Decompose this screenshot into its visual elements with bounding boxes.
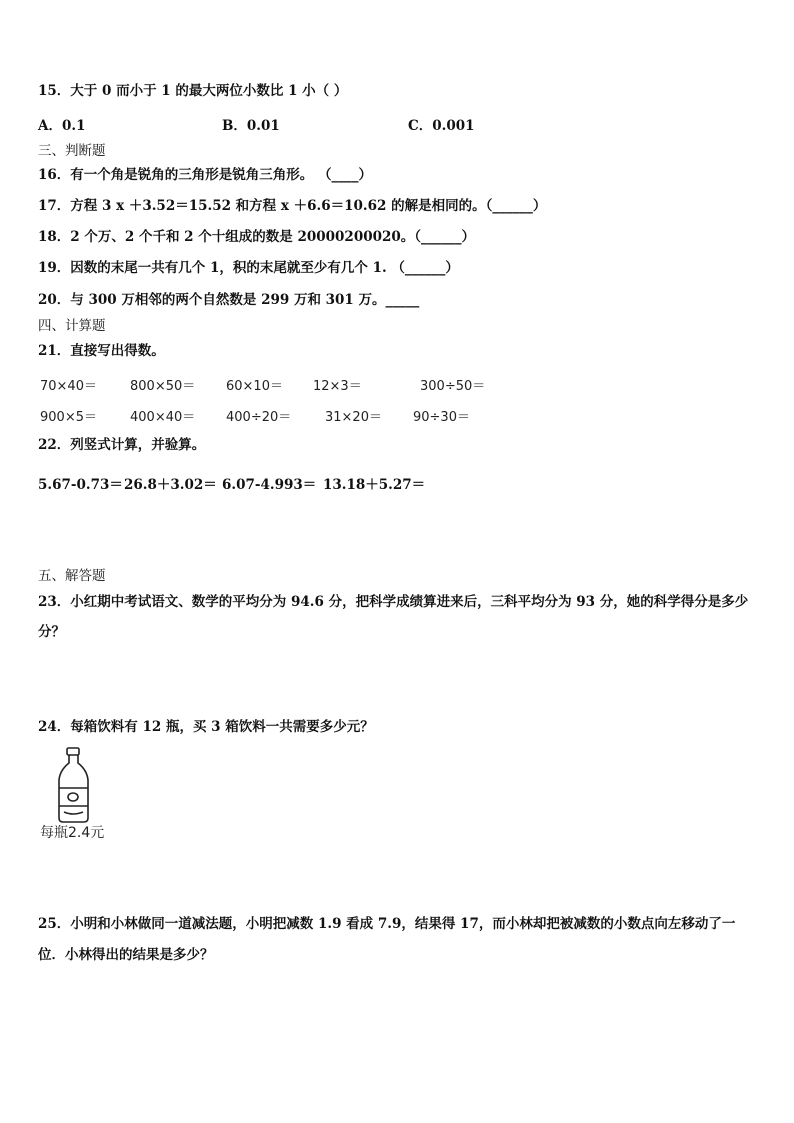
q20-stem: 20．与 300 万相邻的两个自然数是 299 万和 301 万。_____ (38, 292, 420, 308)
q22-item: 13.18＋5.27＝ (323, 477, 426, 493)
q22-item: 6.07-4.993＝ (222, 477, 317, 493)
q21-row2-item: 31×20＝ (325, 410, 382, 425)
q15-option-c: C．0.001 (408, 118, 475, 134)
q21-row2-item: 900×5＝ (40, 410, 97, 425)
q25-line1: 25．小明和小林做同一道减法题，小明把减数 1.9 看成 7.9，结果得 17，而小林却把被减数的小数点向左移动了一 (38, 916, 736, 932)
q21-row2-item: 400×40＝ (130, 410, 196, 425)
q19-stem: 19．因数的末尾一共有几个 1，积的末尾就至少有几个 1. （______） (38, 260, 459, 276)
q21-row2-item: 400÷20＝ (226, 410, 292, 425)
q17-stem: 17．方程 3 x ＋3.52＝15.52 和方程 x ＋6.6＝10.62 的解是相同的。（______） (38, 198, 547, 214)
q22-item: 5.67-0.73＝ (38, 477, 123, 493)
q15-option-a: A．0.1 (38, 118, 86, 134)
q25-line2: 位．小林得出的结果是多少？ (38, 947, 214, 963)
q24-stem: 24．每箱饮料有 12 瓶，买 3 箱饮料一共需要多少元？ (38, 719, 374, 735)
section-title-word-problems: 五、解答题 (38, 568, 106, 584)
bottle-price-caption: 每瓶2.4元 (40, 825, 105, 841)
q22-item: 26.8＋3.02＝ (124, 477, 217, 493)
q21-row1-item: 70×40＝ (40, 379, 97, 394)
q16-stem: 16．有一个角是锐角的三角形是锐角三角形。 （____） (38, 167, 372, 183)
q21-row1-item: 60×10＝ (226, 379, 283, 394)
q21-row1-item: 800×50＝ (130, 379, 196, 394)
q23-line2: 分？ (38, 624, 65, 640)
q21-row1-item: 300÷50＝ (420, 379, 486, 394)
q21-stem: 21．直接写出得数。 (38, 343, 165, 359)
section-title-calculation: 四、计算题 (38, 318, 106, 334)
q21-row1-item: 12×3＝ (313, 379, 362, 394)
section-title-judgement: 三、判断题 (38, 143, 106, 159)
q21-row2-item: 90÷30＝ (413, 410, 470, 425)
q18-stem: 18．2 个万、2 个千和 2 个十组成的数是 20000200020。（______） (38, 229, 476, 245)
q15-option-b: B．0.01 (222, 118, 280, 134)
q22-stem: 22．列竖式计算，并验算。 (38, 437, 206, 453)
q23-line1: 23．小红期中考试语文、数学的平均分为 94.6 分，把科学成绩算进来后，三科平均分为 93 分，她的科学得分是多少 (38, 594, 749, 610)
q15-stem: 15．大于 0 而小于 1 的最大两位小数比 1 小（ ） (38, 83, 348, 99)
